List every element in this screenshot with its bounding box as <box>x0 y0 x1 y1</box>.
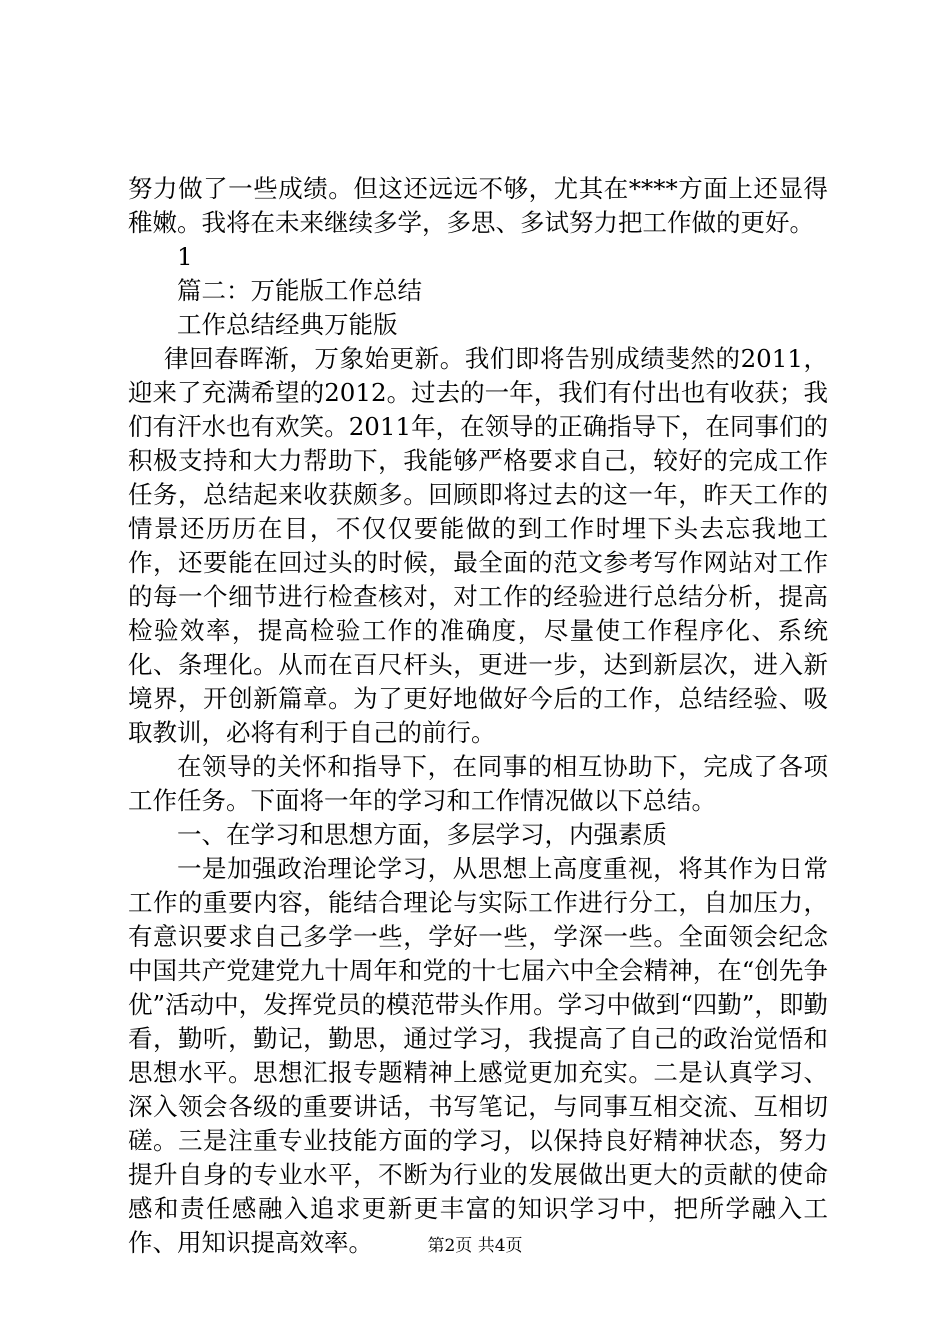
section-heading: 篇二：万能版工作总结 <box>177 276 422 305</box>
paragraph-continuation: 努力做了一些成绩。但这还远远不够，尤其在****方面上还显得稚嫩。我将在未来继续多学，多思、多试努力把工作做的更好。 <box>128 174 828 237</box>
subsection-heading: 一、在学习和思想方面，多层学习，内强素质 <box>177 820 667 849</box>
page-number-inline: 1 <box>177 242 193 271</box>
document-body <box>128 172 828 1260</box>
paragraph-summary: 在领导的关怀和指导下，在同事的相互协助下，完成了各项工作任务。下面将一年的学习和工作情况做以下总结。 <box>128 752 828 815</box>
document-title: 工作总结经典万能版 <box>177 310 398 339</box>
paragraph-intro: 律回春晖渐，万象始更新。我们即将告别成绩斐然的2011，迎来了充满希望的2012。过去的一年，我们有付出也有收获；我们有汗水也有欢笑。2011年，在领导的正确指导下，在同事们的积极支持和大力帮助下，我能够严格要求自己，较好的完成工作任务，总结起来收获颇多。回顾即将过去的这一年，昨天工作的情景还历历在目，不仅仅要能做的到工作时埋下头去忘我地工作，还要能在回过头的时候，最全面的范文参考写作网站对工作的每一个细节进行检查核对，对工作的经验进行总结分析，提高检验效率，提高检验工作的准确度，尽量使工作程序化、系统化、条理化。从而在百尺杆头，更进一步，达到新层次，进入新境界，开创新篇章。为了更好地做好今后的工作，总结经验、吸取教训，必将有利于自己的前行。 <box>128 344 828 747</box>
page-footer: 第2页 共4页 <box>427 1236 523 1256</box>
paragraph-study: 一是加强政治理论学习，从思想上高度重视，将其作为日常工作的重要内容，能结合理论与实际工作进行分工，自加压力，有意识要求自己多学一些，学好一些，学深一些。全面领会纪念中国共产党建党九十周年和党的十七届六中全会精神，在“创先争优”活动中，发挥党员的模范带头作用。学习中做到“四勤”，即勤看，勤听，勤记，勤思，通过学习，我提高了自己的政治觉悟和思想水平。思想汇报专题精神上感觉更加充实。二是认真学习、深入领会各级的重要讲话，书写笔记，与同事互相交流、互相切磋。三是注重专业技能方面的学习，以保持良好精神状态，努力提升自身的专业水平，不断为行业的发展做出更大的贡献的使命感和责任感融入追求更新更丰富的知识学习中，把所学融入工作、用知识提高效率。 <box>128 854 828 1257</box>
